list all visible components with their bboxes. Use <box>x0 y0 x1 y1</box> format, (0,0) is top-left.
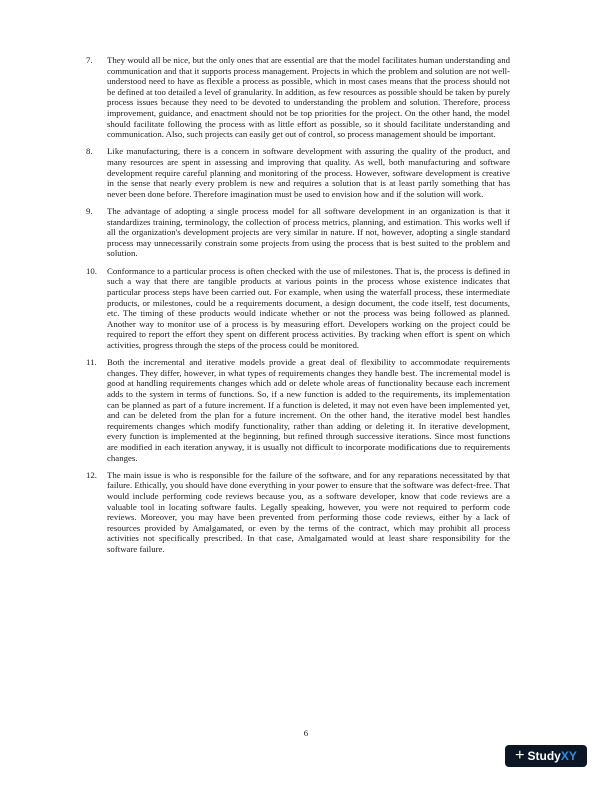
item-text: Like manufacturing, there is a concern in software development with assuring the quality of the product, and many resources are spent in assessing and improving that quality. As well, both manufacturing and software development require careful planning and monitoring of the process. However, software development is creative in the sense that nearly every problem is new and requires a solution that is at least partly something that has never been done before. Therefore imagination must be used to envision how and if the solution will work. <box>107 146 510 199</box>
list-item <box>86 206 510 259</box>
item-text: The advantage of adopting a single process model for all software development in an organization is that it standardizes training, terminology, the collection of process metrics, planning, and estimation. This works well if all the organization's development projects are very similar in nature. If not, however, adopting a single standard process may unnecessarily constrain some projects from using the process that is best suited to the problem and solution. <box>107 206 510 259</box>
brand-accent: XY <box>560 749 577 763</box>
brand-name: Study <box>527 749 561 763</box>
answer-list <box>86 55 510 561</box>
item-number: 9. <box>86 206 93 217</box>
item-text: Conformance to a particular process is often checked with the use of milestones. That is, the process is defined in such a way that there are tangible products at various points in the process whose existence indicates that particular process steps have been carried out. For example, when using the waterfall process, these intermediate products, or milestones, could be a requirements document, a design document, the code itself, test documents, etc. The timing of these products would indicate whether or not the process was being followed as planned. Another way to monitor use of a process is by measuring effort. Developers working on the project could be required to report the effort they spent on different process activities. By tracking when effort is spent on which activities, progress through the steps of the process could be monitored. <box>107 265 510 350</box>
item-text: They would all be nice, but the only ones that are essential are that the model facilitates human understanding and communication and that it supports process management. Projects in which the problem and solution are not well-understood need to have as flexible a process as possible, which in most cases means that the process should not be defined at too detailed a level of granularity. In addition, as few resources as possible should be taken by purely process issues because they need to be devoted to understanding the problem and solution. Therefore, process improvement, guidance, and enactment should not be top priorities for the project. On the other hand, the model should facilitate following the process with as little effort as possible, so it should facilitate understanding and communication. Also, such projects can easily get out of control, so process management should be important. <box>107 55 510 140</box>
item-number: 8. <box>86 146 93 157</box>
plus-icon: + <box>515 747 525 764</box>
item-text: The main issue is who is responsible for the failure of the software, and for any reparations necessitated by that failure. Ethically, you should have done everything in your power to ensure that the software was defect-free. That would include performing code reviews because you, as a software developer, know that code reviews are a valuable tool in locating software faults. Legally speaking, however, you were not required to perform code reviews. Moreover, you may have been prevented from performing those code reviews, either by a lack of resources provided by Amalgamated, or even by the terms of the contract, which may prohibit all process activities not specifically prescribed. In that case, Amalgamated would at least share responsibility for the software failure. <box>107 469 510 554</box>
list-item <box>86 470 510 555</box>
item-number: 7. <box>86 55 93 65</box>
list-item <box>86 266 510 351</box>
item-number: 11. <box>86 357 97 368</box>
list-item <box>86 146 510 199</box>
page-number: 6 <box>303 728 309 738</box>
list-item <box>86 357 510 463</box>
list-item <box>86 55 510 140</box>
item-text: Both the incremental and iterative models provide a great deal of flexibility to accommodate requirements changes. They differ, however, in what types of requirements changes they handle best. The incremental model is good at handling requirements changes which add or delete whole areas of functionality because each increment adds to the system in terms of functions. So, if a new function is added to the requirements, its implementation can be planned as part of a future increment. If a function is deleted, it may not even have been implemented yet, and can be deleted from the plan for a future increment. On the other hand, the iterative model best handles requirements changes which modify functionality, rather than adding or deleting it. In iterative development, every function is implemented at the beginning, but refined through successive iterations. Since most functions are modified in each iteration anyway, it is usually not difficult to incorporate modifications due to requirements changes. <box>107 357 510 463</box>
item-number: 12. <box>86 469 97 480</box>
item-number: 10. <box>86 265 97 276</box>
studyxy-badge[interactable] <box>505 745 587 767</box>
